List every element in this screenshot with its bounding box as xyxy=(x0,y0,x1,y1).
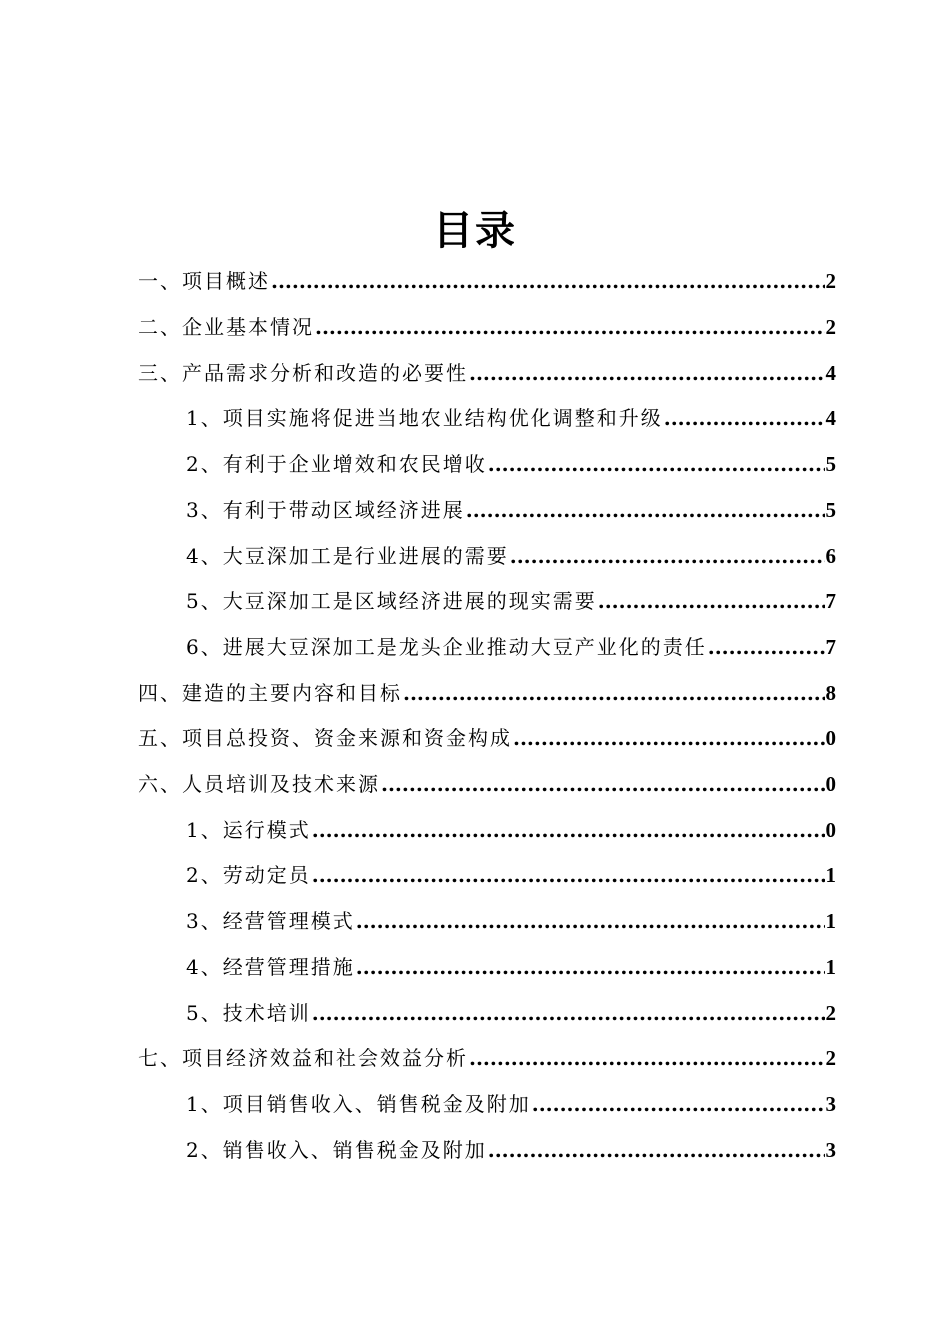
toc-entry[interactable] xyxy=(138,678,836,708)
toc-dot-leader xyxy=(598,586,825,616)
toc-entry-label: 1、运行模式 xyxy=(186,818,311,842)
toc-page-number: 3 xyxy=(825,1092,836,1116)
toc-entry[interactable] xyxy=(138,1043,836,1073)
toc-dot-leader xyxy=(664,403,825,433)
toc-dot-leader xyxy=(469,1043,825,1073)
toc-entry-label: 六、人员培训及技术来源 xyxy=(138,772,380,796)
toc-entry-label: 5、技术培训 xyxy=(186,1001,311,1025)
toc-page-number: 6 xyxy=(825,544,836,568)
toc-entry-label: 2、劳动定员 xyxy=(186,863,311,887)
toc-entry-label: 2、有利于企业增效和农民增收 xyxy=(186,452,487,476)
toc-entry-label: 五、项目总投资、资金来源和资金构成 xyxy=(138,726,512,750)
toc-dot-leader xyxy=(356,952,825,982)
toc-dot-leader xyxy=(469,358,825,388)
toc-entry[interactable] xyxy=(186,586,836,616)
toc-page-number: 0 xyxy=(825,772,836,796)
toc-page-number: 2 xyxy=(825,1046,836,1070)
toc-entry-label: 3、有利于带动区域经济进展 xyxy=(186,498,465,522)
toc-dot-leader xyxy=(271,266,825,296)
toc-entry[interactable] xyxy=(186,541,836,571)
toc-entry-label: 一、项目概述 xyxy=(138,269,270,293)
toc-page-number: 7 xyxy=(825,589,836,613)
toc-dot-leader xyxy=(510,541,825,571)
toc-dot-leader xyxy=(488,449,825,479)
toc-dot-leader xyxy=(381,769,825,799)
toc-entry[interactable] xyxy=(186,1135,836,1165)
toc-page-number: 1 xyxy=(825,909,836,933)
toc-dot-leader xyxy=(532,1089,825,1119)
toc-page-number: 2 xyxy=(825,315,836,339)
toc-entry[interactable] xyxy=(186,632,836,662)
toc-entry-label: 三、产品需求分析和改造的必要性 xyxy=(138,361,468,385)
toc-page-number: 4 xyxy=(825,361,836,385)
toc-entry[interactable] xyxy=(186,998,836,1028)
toc-entry[interactable] xyxy=(186,1089,836,1119)
toc-entry-label: 七、项目经济效益和社会效益分析 xyxy=(138,1046,468,1070)
toc-dot-leader xyxy=(356,906,825,936)
toc-entry-label: 4、大豆深加工是行业进展的需要 xyxy=(186,544,509,568)
toc-page-number: 5 xyxy=(825,452,836,476)
toc-entry-label: 1、项目销售收入、销售税金及附加 xyxy=(186,1092,531,1116)
toc-entry-label: 2、销售收入、销售税金及附加 xyxy=(186,1138,487,1162)
toc-entry-label: 4、经营管理措施 xyxy=(186,955,355,979)
toc-dot-leader xyxy=(403,678,825,708)
toc-page-number: 2 xyxy=(825,269,836,293)
toc-dot-leader xyxy=(513,723,825,753)
toc-entry[interactable] xyxy=(138,266,836,296)
toc-entry-label: 四、建造的主要内容和目标 xyxy=(138,681,402,705)
toc-entry[interactable] xyxy=(138,723,836,753)
toc-entry-label: 3、经营管理模式 xyxy=(186,909,355,933)
toc-entry-label: 6、进展大豆深加工是龙头企业推动大豆产业化的责任 xyxy=(186,635,707,659)
toc-entry[interactable] xyxy=(186,815,836,845)
toc-entry[interactable] xyxy=(138,358,836,388)
toc-entry-label: 二、企业基本情况 xyxy=(138,315,314,339)
toc-title: 目录 xyxy=(433,208,517,254)
toc-entry[interactable] xyxy=(186,906,836,936)
toc-page-number: 5 xyxy=(825,498,836,522)
toc-page-number: 3 xyxy=(825,1138,836,1162)
toc-dot-leader xyxy=(708,632,825,662)
toc-dot-leader xyxy=(315,312,825,342)
toc-page-number: 0 xyxy=(825,818,836,842)
toc-dot-leader xyxy=(488,1135,825,1165)
toc-entry-label: 5、大豆深加工是区域经济进展的现实需要 xyxy=(186,589,597,613)
toc-dot-leader xyxy=(312,860,825,890)
toc-entry[interactable] xyxy=(138,312,836,342)
toc-entry[interactable] xyxy=(186,449,836,479)
toc-dot-leader xyxy=(466,495,825,525)
toc-page-number: 1 xyxy=(825,863,836,887)
toc-entry[interactable] xyxy=(138,769,836,799)
toc-page-number: 8 xyxy=(825,681,836,705)
toc-entry-label: 1、项目实施将促进当地农业结构优化调整和升级 xyxy=(186,406,663,430)
toc-dot-leader xyxy=(312,815,825,845)
toc-page-number: 0 xyxy=(825,726,836,750)
toc-page-number: 1 xyxy=(825,955,836,979)
toc-entry[interactable] xyxy=(186,860,836,890)
toc-entry[interactable] xyxy=(186,403,836,433)
toc-entry[interactable] xyxy=(186,952,836,982)
toc-entry[interactable] xyxy=(186,495,836,525)
toc-page-number: 2 xyxy=(825,1001,836,1025)
toc-page-number: 7 xyxy=(825,635,836,659)
toc-page-number: 4 xyxy=(825,406,836,430)
toc-dot-leader xyxy=(312,998,825,1028)
